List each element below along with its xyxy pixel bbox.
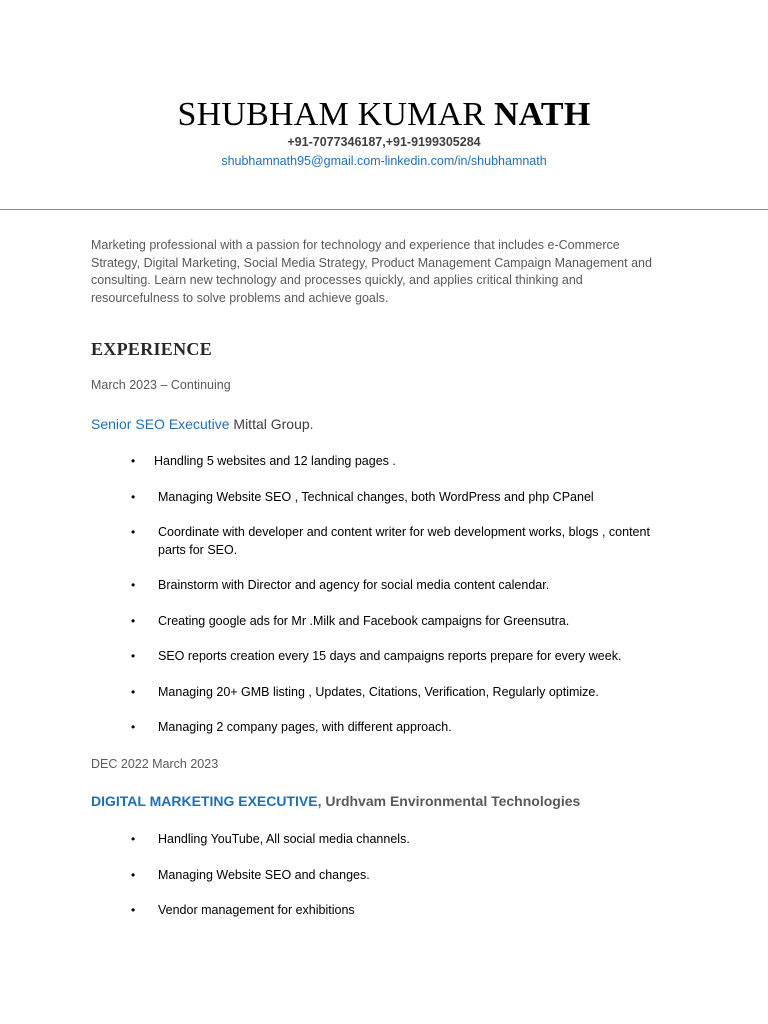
list-item: • Handling YouTube, All social media channels.: [0, 831, 678, 849]
list-item: • Handling 5 websites and 12 landing pages .: [0, 453, 678, 471]
bullet-icon: •: [131, 832, 136, 846]
header-divider: [0, 209, 768, 210]
bullet-icon: •: [131, 684, 136, 699]
first-name: SHUBHAM KUMAR: [177, 96, 486, 133]
company-name: Mittal Group.: [233, 416, 314, 432]
bullet-icon: •: [131, 613, 136, 628]
list-item: • Creating google ads for Mr .Milk and Facebook campaigns for Greensutra.: [0, 613, 678, 631]
bullet-icon: •: [131, 649, 136, 663]
job-role: [91, 416, 314, 432]
list-item: • Coordinate with developer and content writer for web development works, blogs , content parts for SEO.: [131, 525, 650, 557]
job-responsibilities: [0, 453, 678, 737]
list-item: • Managing Website SEO , Technical changes, both WordPress and php CPanel: [0, 489, 678, 507]
bullet-icon: •: [131, 720, 136, 734]
list-item: • Brainstorm with Director and agency for social media content calendar.: [0, 577, 678, 595]
job-title: Senior SEO Executive: [91, 416, 230, 432]
bullet-icon: •: [131, 903, 136, 917]
job-title: DIGITAL MARKETING EXECUTIVE,: [91, 793, 322, 809]
job-responsibilities: [0, 831, 678, 920]
bullet-icon: •: [131, 578, 136, 592]
experience-heading: EXPERIENCE: [91, 339, 213, 359]
bullet-icon: •: [131, 454, 136, 468]
candidate-name: [0, 96, 768, 134]
professional-summary: Marketing professional with a passion for technology and experience that includes e-Commerce Strategy, Digital Marketing, Social Media Strategy, Product Management Campaign Management and consulting. Learn new technology and processes quickly, and applies critical thinking and resourcefulness to solve problems and achieve goals.: [91, 238, 652, 305]
list-item: • Managing Website SEO and changes.: [0, 867, 678, 885]
list-item: • Managing 20+ GMB listing , Updates, Citations, Verification, Regularly optimize.: [0, 684, 678, 702]
last-name: NATH: [493, 96, 591, 133]
email-linkedin-link[interactable]: shubhamnath95@gmail.com-linkedin.com/in/shubhamnath: [221, 154, 547, 168]
phone-numbers: +91-7077346187,+91-9199305284: [287, 135, 481, 149]
bullet-icon: •: [131, 867, 136, 882]
bullet-icon: •: [131, 489, 136, 504]
list-item: • Vendor management for exhibitions: [0, 902, 678, 920]
company-name: Urdhvam Environmental Technologies: [325, 793, 581, 809]
bullet-icon: •: [131, 525, 136, 539]
list-item: • Managing 2 company pages, with different approach.: [0, 719, 678, 737]
job-date: DEC 2022 March 2023: [91, 757, 219, 771]
job-role: [91, 793, 580, 809]
list-item: • SEO reports creation every 15 days and campaigns reports prepare for every week.: [0, 648, 678, 666]
job-date: March 2023 – Continuing: [91, 378, 231, 392]
